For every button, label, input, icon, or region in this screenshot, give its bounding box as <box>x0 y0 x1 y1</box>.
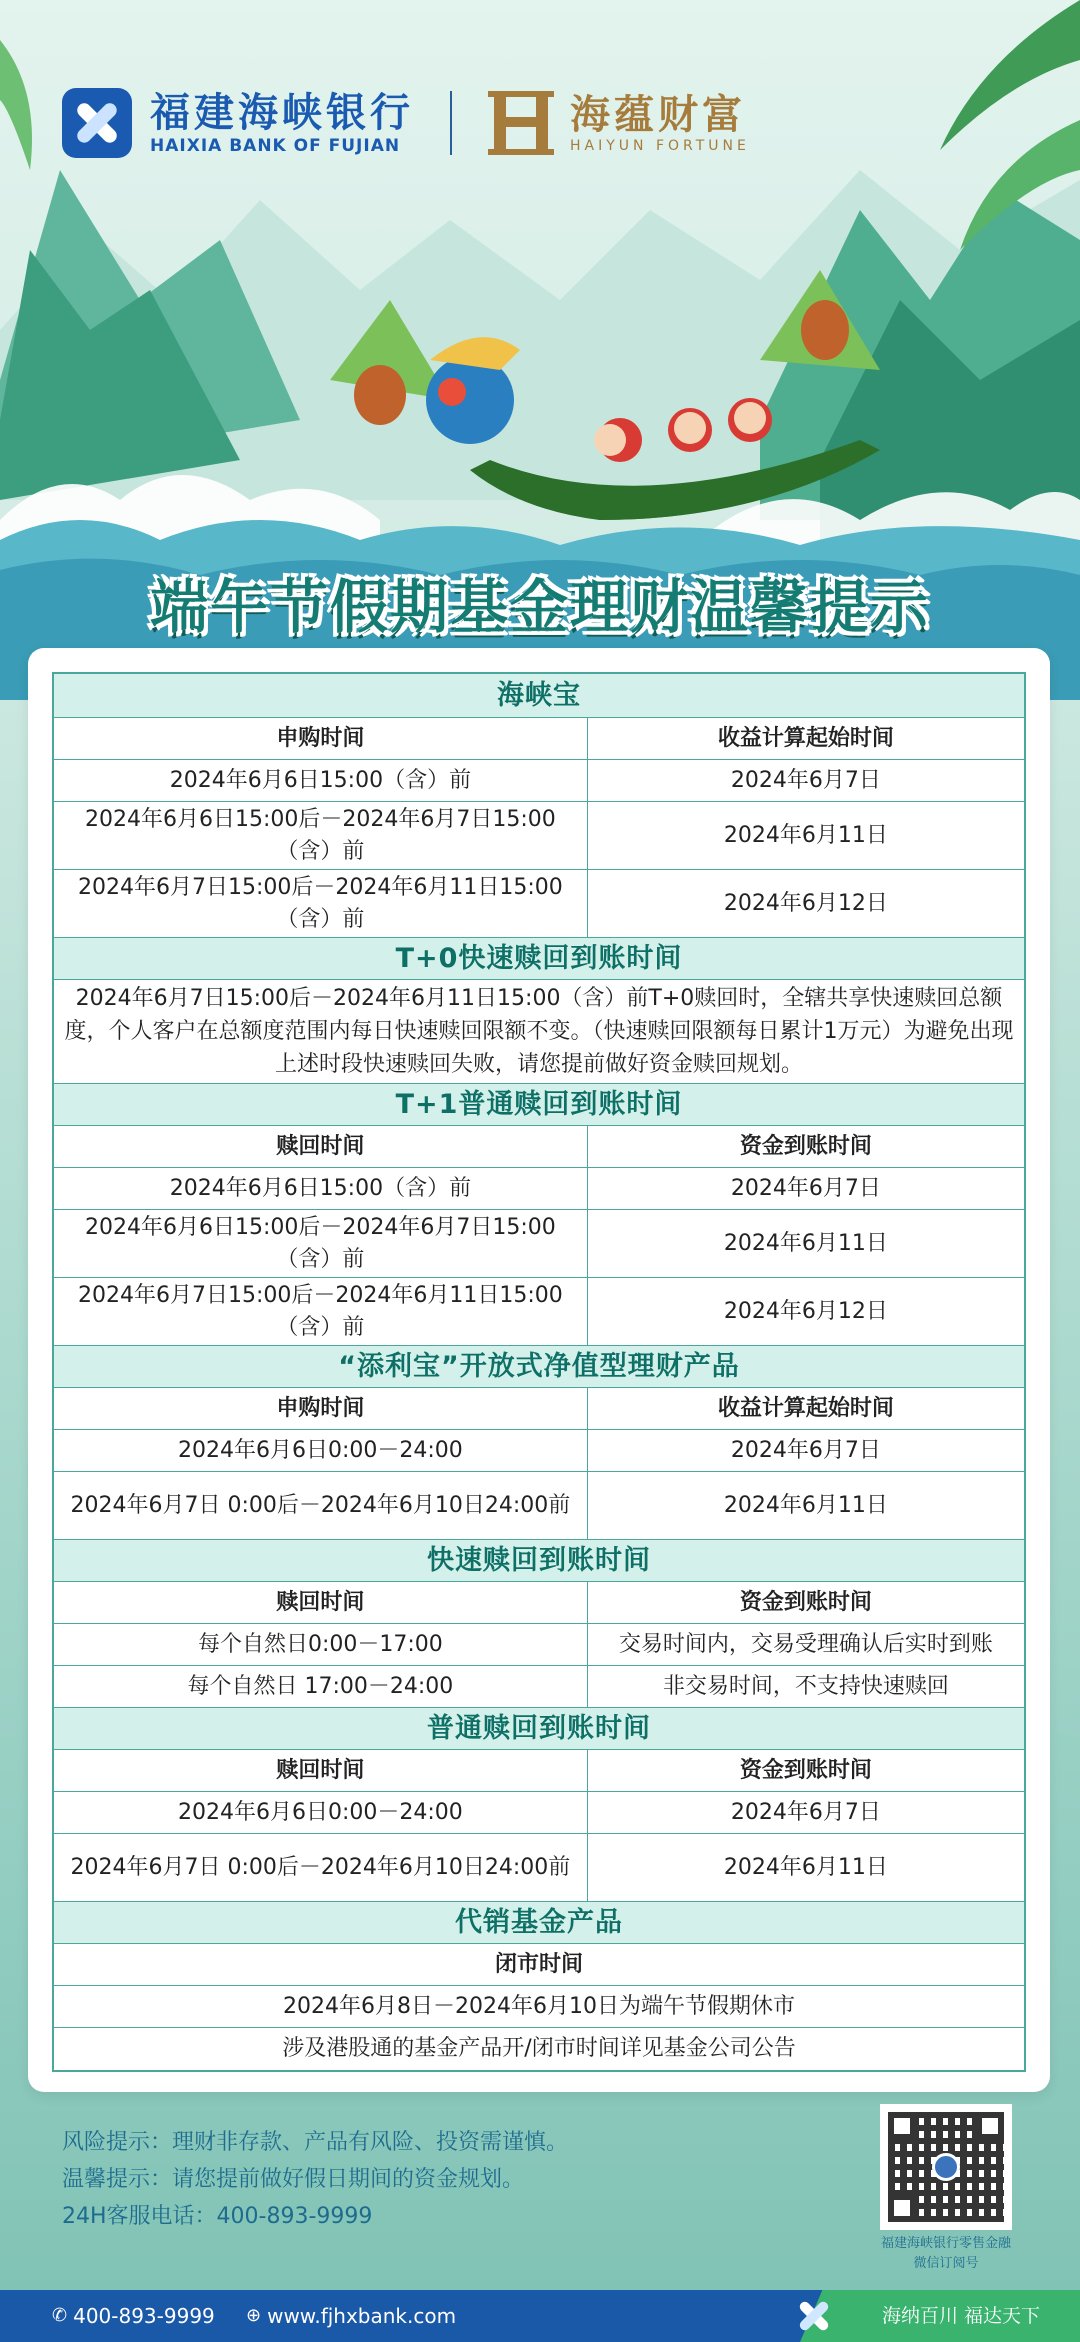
section-header-haixiabao: 海峡宝 <box>54 674 1024 718</box>
table-row: 2024年6月6日15:00后－2024年6月7日15:00（含）前 2024年6月11日 <box>54 802 1024 870</box>
fortune-brand <box>570 92 750 154</box>
table-header-row: 申购时间 收益计算起始时间 <box>54 718 1024 760</box>
haiyun-fortune-logo-icon <box>488 91 554 155</box>
haixia-bank-logo-icon <box>62 88 132 158</box>
section-header-normal-redemption: 普通赎回到账时间 <box>54 1708 1024 1750</box>
bank-mark-icon <box>792 2294 836 2338</box>
table-header-row: 闭市时间 <box>54 1944 1024 1986</box>
bottom-website-link[interactable]: ⊕ www.fjhxbank.com <box>246 2300 456 2332</box>
table-row: 2024年6月6日15:00后－2024年6月7日15:00（含）前 2024年6月11日 <box>54 1210 1024 1278</box>
globe-icon: ⊕ <box>246 2305 262 2326</box>
table-row: 2024年6月6日0:00－24:00 2024年6月7日 <box>54 1792 1024 1834</box>
table-header-row: 赎回时间 资金到账时间 <box>54 1126 1024 1168</box>
bottom-slogan: 海纳百川 福达天下 <box>882 2305 1041 2327</box>
section-header-fund-products: 代销基金产品 <box>54 1902 1024 1944</box>
fortune-name-cn: 海蕴财富 <box>570 91 746 138</box>
logo-divider <box>450 91 452 155</box>
bank-brand <box>150 90 414 156</box>
table-header-row: 赎回时间 资金到账时间 <box>54 1582 1024 1624</box>
table-row: 每个自然日0:00－17:00 交易时间内，交易受理确认后实时到账 <box>54 1624 1024 1666</box>
table-row: 2024年6月7日 0:00后－2024年6月10日24:00前 2024年6月11日 <box>54 1472 1024 1540</box>
table-row: 2024年6月7日 0:00后－2024年6月10日24:00前 2024年6月11日 <box>54 1834 1024 1902</box>
section-header-t1: T+1普通赎回到账时间 <box>54 1084 1024 1126</box>
table-row: 2024年6月8日－2024年6月10日为端午节假期休市 <box>54 1986 1024 2028</box>
section-header-fast-redemption: 快速赎回到账时间 <box>54 1540 1024 1582</box>
wechat-qr-code[interactable] <box>880 2104 1012 2230</box>
risk-notice: 风险提示：理财非存款、产品有风险、投资需谨慎。 <box>62 2130 569 2155</box>
qr-code-icon <box>888 2112 1004 2222</box>
phone-icon: ✆ <box>52 2305 68 2326</box>
bottom-phone[interactable]: ✆ 400-893-9999 <box>52 2300 215 2332</box>
table-row: 每个自然日 17:00－24:00 非交易时间，不支持快速赎回 <box>54 1666 1024 1708</box>
holiday-tip: 温馨提示：请您提前做好假日期间的资金规划。 <box>62 2167 525 2192</box>
fortune-name-en: HAIYUN FORTUNE <box>570 138 750 154</box>
table-row: 2024年6月6日15:00（含）前 2024年6月7日 <box>54 1168 1024 1210</box>
table-header-row: 赎回时间 资金到账时间 <box>54 1750 1024 1792</box>
bank-name-cn: 福建海峡银行 <box>150 89 414 136</box>
bank-name-en: HAIXIA BANK OF FUJIAN <box>150 136 401 156</box>
t0-notice-row <box>54 980 1024 1084</box>
table-row: 2024年6月7日15:00后－2024年6月11日15:00（含）前 2024年6月12日 <box>54 870 1024 938</box>
info-card <box>28 648 1050 2092</box>
schedule-table <box>52 672 1026 2072</box>
hotline-text: 24H客服电话：400-893-9999 <box>62 2204 373 2229</box>
table-row: 涉及港股通的基金产品开/闭市时间详见基金公司公告 <box>282 2036 796 2061</box>
section-header-t0: T+0快速赎回到账时间 <box>54 938 1024 980</box>
page-title: 端午节假期基金理财温馨提示 <box>149 573 930 641</box>
table-row: 2024年6月6日15:00（含）前 2024年6月7日 <box>54 760 1024 802</box>
table-row: 2024年6月7日15:00后－2024年6月11日15:00（含）前 2024年6月12日 <box>54 1278 1024 1346</box>
qr-caption: 福建海峡银行零售金融 微信订阅号 <box>880 2236 1011 2271</box>
footer-notices <box>62 2124 762 2235</box>
table-header-row: 申购时间 收益计算起始时间 <box>54 1388 1024 1430</box>
table-row: 2024年6月6日0:00－24:00 2024年6月7日 <box>54 1430 1024 1472</box>
logo-bar <box>62 78 822 168</box>
t0-notice-text: 2024年6月7日15:00后－2024年6月11日15:00（含）前T+0赎回时，全辖共享快速赎回总额度，个人客户在总额度范围内每日快速赎回限额不变。（快速赎回限额每日累计1万元）为避免出现上述时段快速赎回失败，请您提前做好资金赎回规划。 <box>64 986 1014 1077</box>
section-header-tianlibao: “添利宝”开放式净值型理财产品 <box>54 1346 1024 1388</box>
